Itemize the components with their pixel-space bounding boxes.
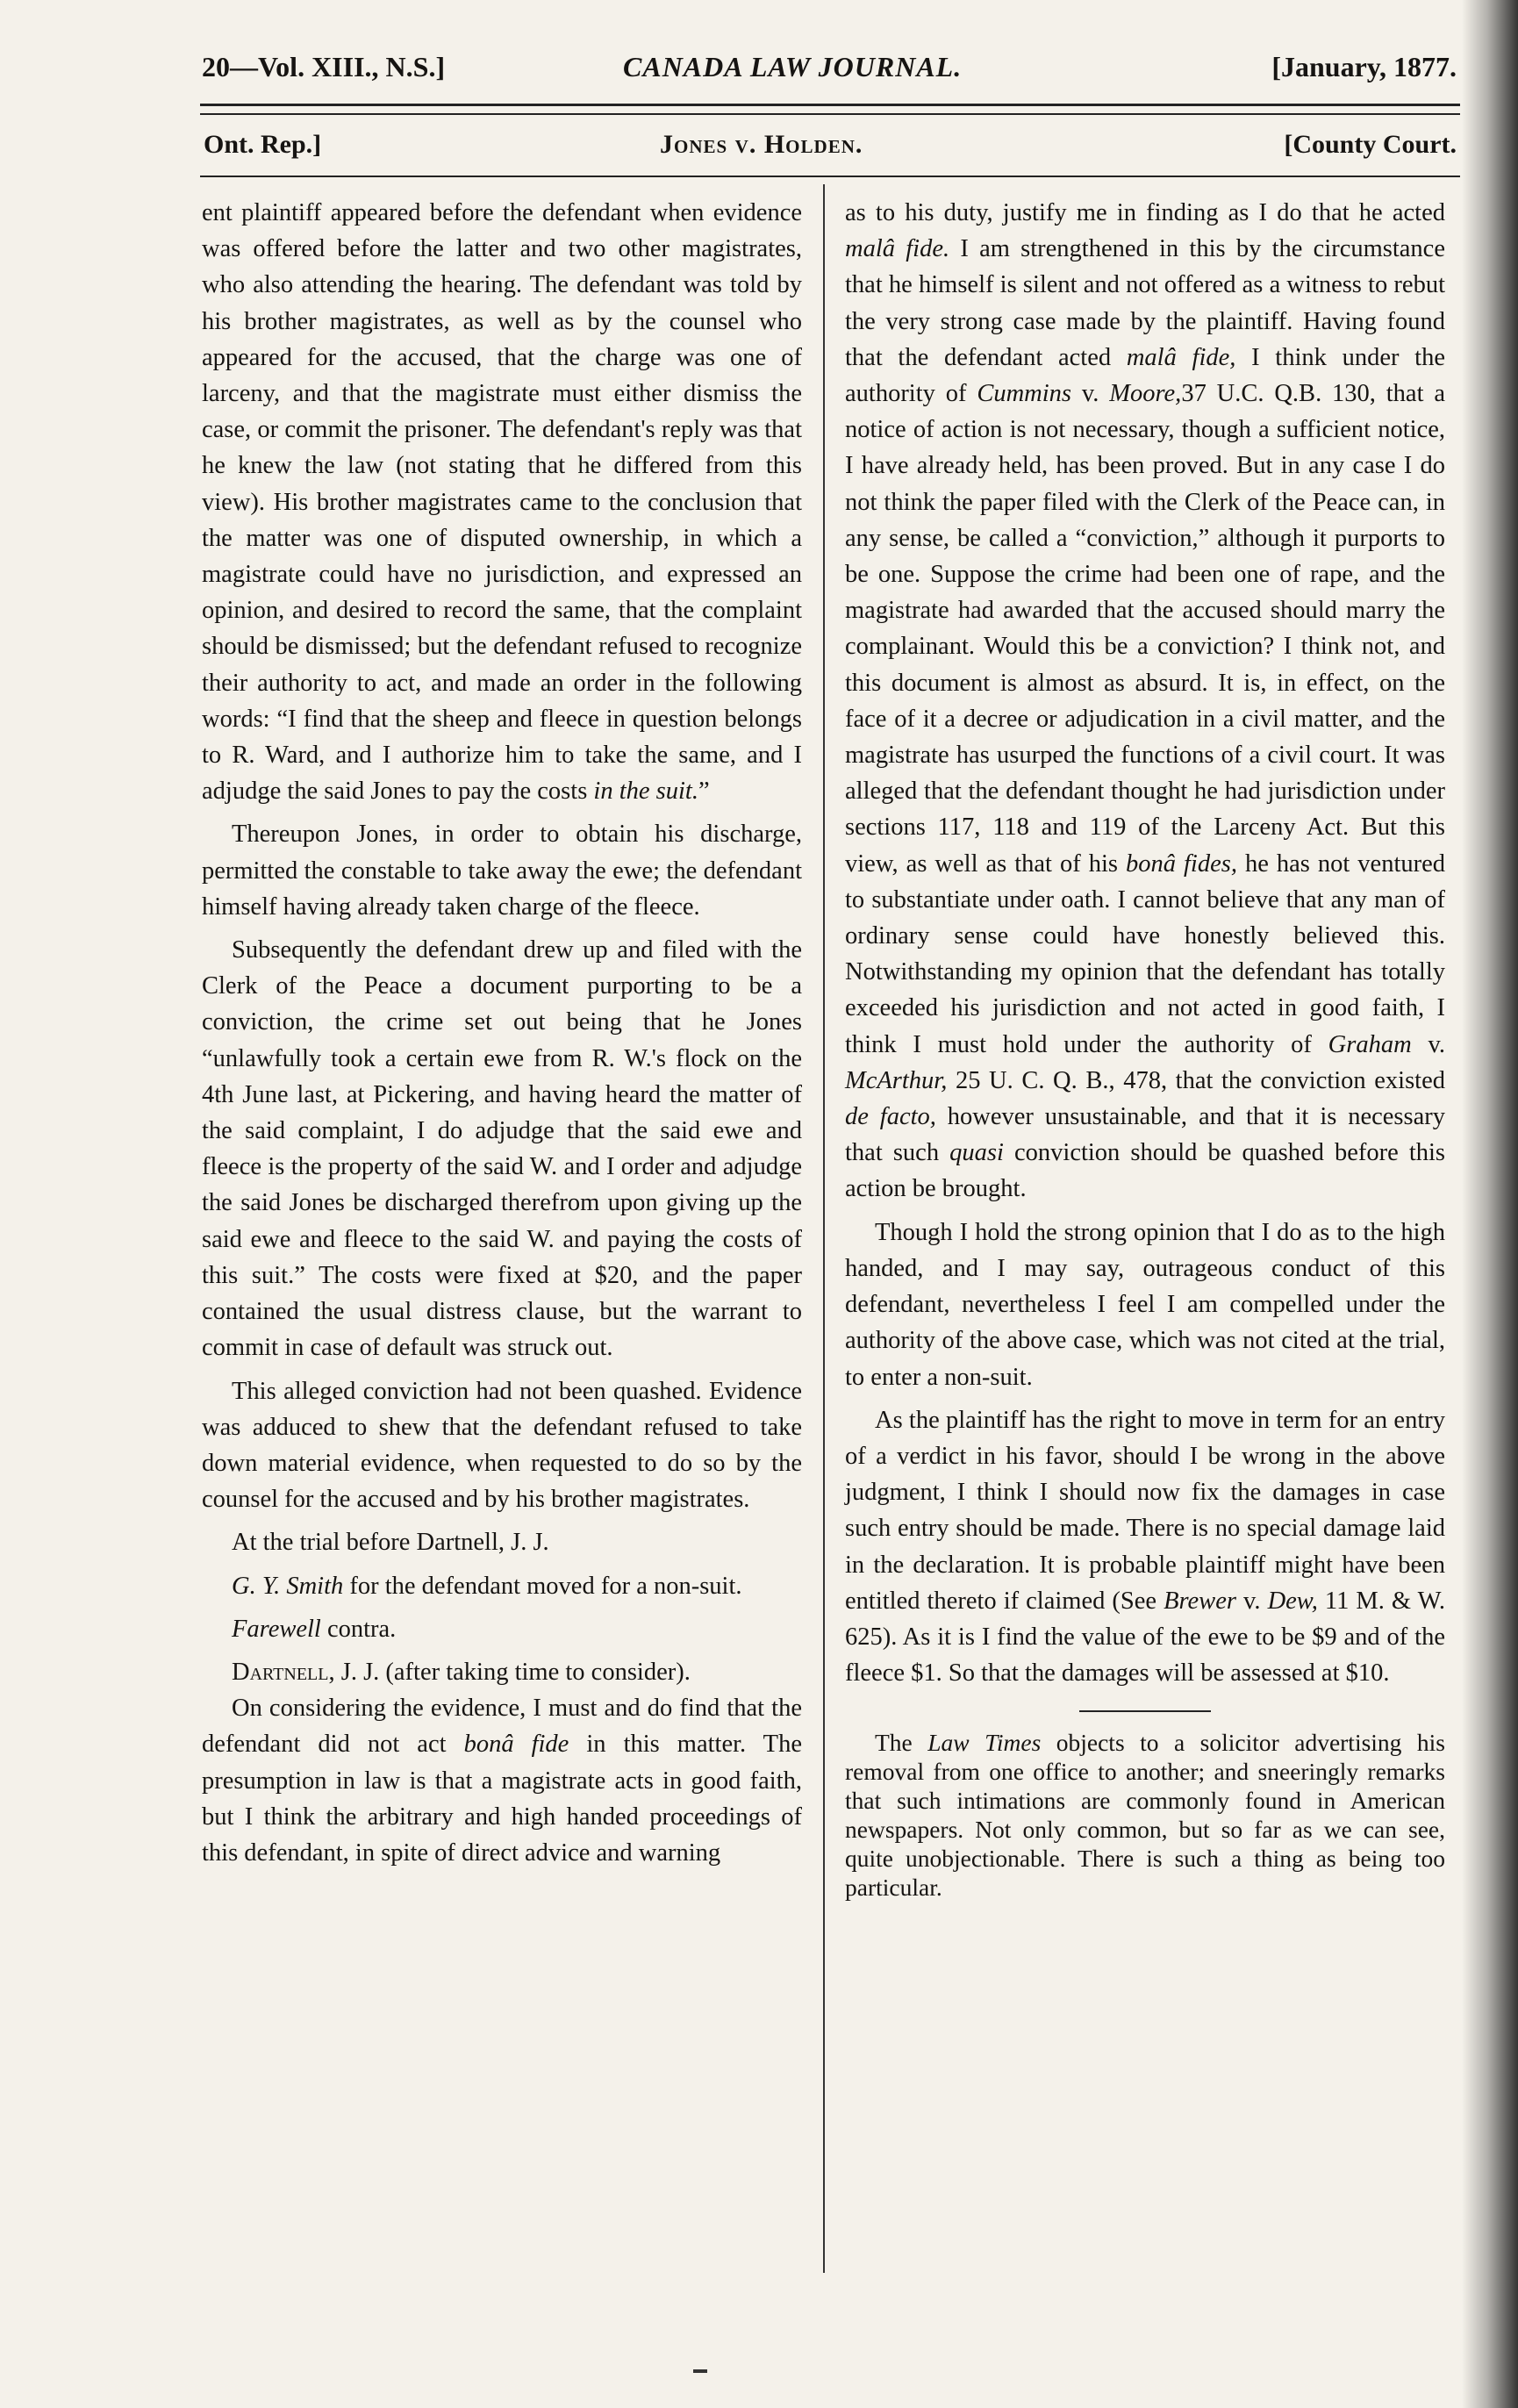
case-title: Jones v. Holden. xyxy=(660,130,863,159)
paragraph: Farewell contra. xyxy=(232,1615,397,1643)
header-journal-title: CANADA LAW JOURNAL. xyxy=(623,51,963,82)
left-column xyxy=(202,195,802,1871)
right-column xyxy=(845,195,1445,1902)
header-double-rule xyxy=(200,104,1460,115)
case-header xyxy=(204,130,1457,170)
header-volume: 20—Vol. XIII., N.S.] xyxy=(202,51,446,82)
paragraph: Though I hold the strong opinion that I do as to the high handed, and I may say, outrageous conduct of this defendant, nevertheless I feel I am compelled under the authority of the above case, which was not cited at the trial, to enter a non-suit. xyxy=(845,1218,1445,1391)
paragraph: At the trial before Dartnell, J. J. xyxy=(232,1529,549,1557)
column-divider xyxy=(823,184,825,2273)
report-series: Ont. Rep.] xyxy=(204,130,322,159)
paragraph: On considering the evidence, I must and do find that the defendant did not act bonâ fide in this matter. The presumption in law is that a magistrate acts in good faith, but I think the arbitrary and high handed proceedings of this defendant, in spite of direct advice and warning xyxy=(202,1695,802,1867)
paragraph: As the plaintiff has the right to move in term for an entry of a verdict in his favor, should I be wrong in the above judgment, I think I should now fix the damages in case such entry should be made. There is no special damage laid in the declaration. It is probable plaintiff might have been entitled thereto if claimed (See Brewer v. Dew, 11 M. & W. 625). As it is I find the value of the ewe to be $9 and of the fleece $1. So that the damages will be assessed at $10. xyxy=(845,1406,1445,1688)
page-mark xyxy=(693,2369,707,2373)
counsel-name: G. Y. Smith xyxy=(232,1572,344,1600)
paragraph: Subsequently the defendant drew up and filed with the Clerk of the Peace a document purporting to be a conviction, the crime set out being that he Jones “unlawfully took a certain ewe from R. W.'s flock on the 4th June last, at Pickering, and having heard the matter of the said complaint, I do adjudge that the said ewe and fleece is the property of the said W. and I order and adjudge the said Jones be discharged therefrom upon giving up the said ewe and fleece to the said W. and paying the costs of this suit.” The costs were fixed at $20, and the paper contained the usual distress clause, but the warrant to commit in case of default was struck out. xyxy=(202,936,802,1362)
section-end-rule xyxy=(1079,1710,1211,1712)
running-header xyxy=(202,51,1457,95)
paragraph: as to his duty, justify me in finding as I do that he acted malâ fide. I am strengthened in this by the circumstance that he himself is silent and not offered as a witness to rebut the very strong case made by the plaintiff. Having found that the defendant acted malâ fide, I think under the authority of Cummins v. Moore,37 U.C. Q.B. 130, that a notice of action is not necessary, though a sufficient notice, I have already held, has been proved. But in any case I do not think the paper filed with the Clerk of the Peace can, in any sense, be called a “conviction,” although it purports to be one. Suppose the crime had been one of rape, and the magistrate had awarded that the accused should marry the complainant. Would this be a conviction? I think not, and this document is almost as absurd. It is, in effect, on the face of it a decree or adjudication in a civil matter, and the magistrate has usurped the functions of a civil court. It was alleged that the defendant thought he had jurisdiction under sections 117, 118 and 119 of the Larceny Act. But this view, as well as that of his bonâ fides, he has not ventured to substantiate under oath. I cannot believe that any man of ordinary sense could have honestly believed this. Notwithstanding my opinion that the defendant has totally exceeded his jurisdiction and not acted in good faith, I think I must hold under the authority of Graham v. McArthur, 25 U. C. Q. B., 478, that the conviction existed de facto, however unsustainable, and that it is necessary that such quasi conviction should be quashed before this action be brought. xyxy=(845,199,1446,1203)
header-date: [January, 1877. xyxy=(1271,51,1457,82)
publication-name: Law Times xyxy=(927,1729,1042,1757)
paragraph: ent plaintiff appeared before the defendant when evidence was offered before the latter and two other magistrates, who also attending the hearing. The defendant was told by his brother magistrates, as well as by the counsel who appeared for the accused, that the charge was one of larceny, and that the magistrate must either dismiss the case, or commit the prisoner. The defendant's reply was that he knew the law (not stating that he differed from this view). His brother magistrates came to the conclusion that the matter was one of disputed ownership, in which a magistrate could have no jurisdiction, and expressed an opinion, and desired to record the same, that the complaint should be dismissed; but the defendant refused to recognize their authority to act, and made an order in the following words: “I find that the sheep and fleece in question belongs to R. Ward, and I authorize him to take the same, and I adjudge the said Jones to pay the costs in the suit.” xyxy=(202,199,802,806)
court-name: [County Court. xyxy=(1284,130,1457,159)
paragraph: The Law Times objects to a solicitor advertising his removal from one office to another; and sneeringly remarks that such intimations are commonly found in American newspapers. Not only common, but so far as we can see, quite unobjectionable. There is such a thing as being too particular. xyxy=(845,1729,1445,1902)
case-header-rule xyxy=(200,176,1460,177)
book-spine-shadow xyxy=(1462,0,1518,2408)
paragraph: Dartnell, J. J. (after taking time to consider). xyxy=(232,1658,691,1686)
judge-name: Dartnell xyxy=(232,1658,329,1686)
paragraph: G. Y. Smith for the defendant moved for a non-suit. xyxy=(232,1572,742,1600)
paragraph: Thereupon Jones, in order to obtain his discharge, permitted the constable to take away the ewe; the defendant himself having already taken charge of the fleece. xyxy=(202,821,802,921)
paragraph: This alleged conviction had not been quashed. Evidence was adduced to shew that the defendant refused to take down material evidence, when requested to do so by the counsel for the accused and by his brother magistrates. xyxy=(202,1377,802,1514)
counsel-name: Farewell xyxy=(232,1615,321,1643)
editorial-note xyxy=(845,1728,1445,1902)
